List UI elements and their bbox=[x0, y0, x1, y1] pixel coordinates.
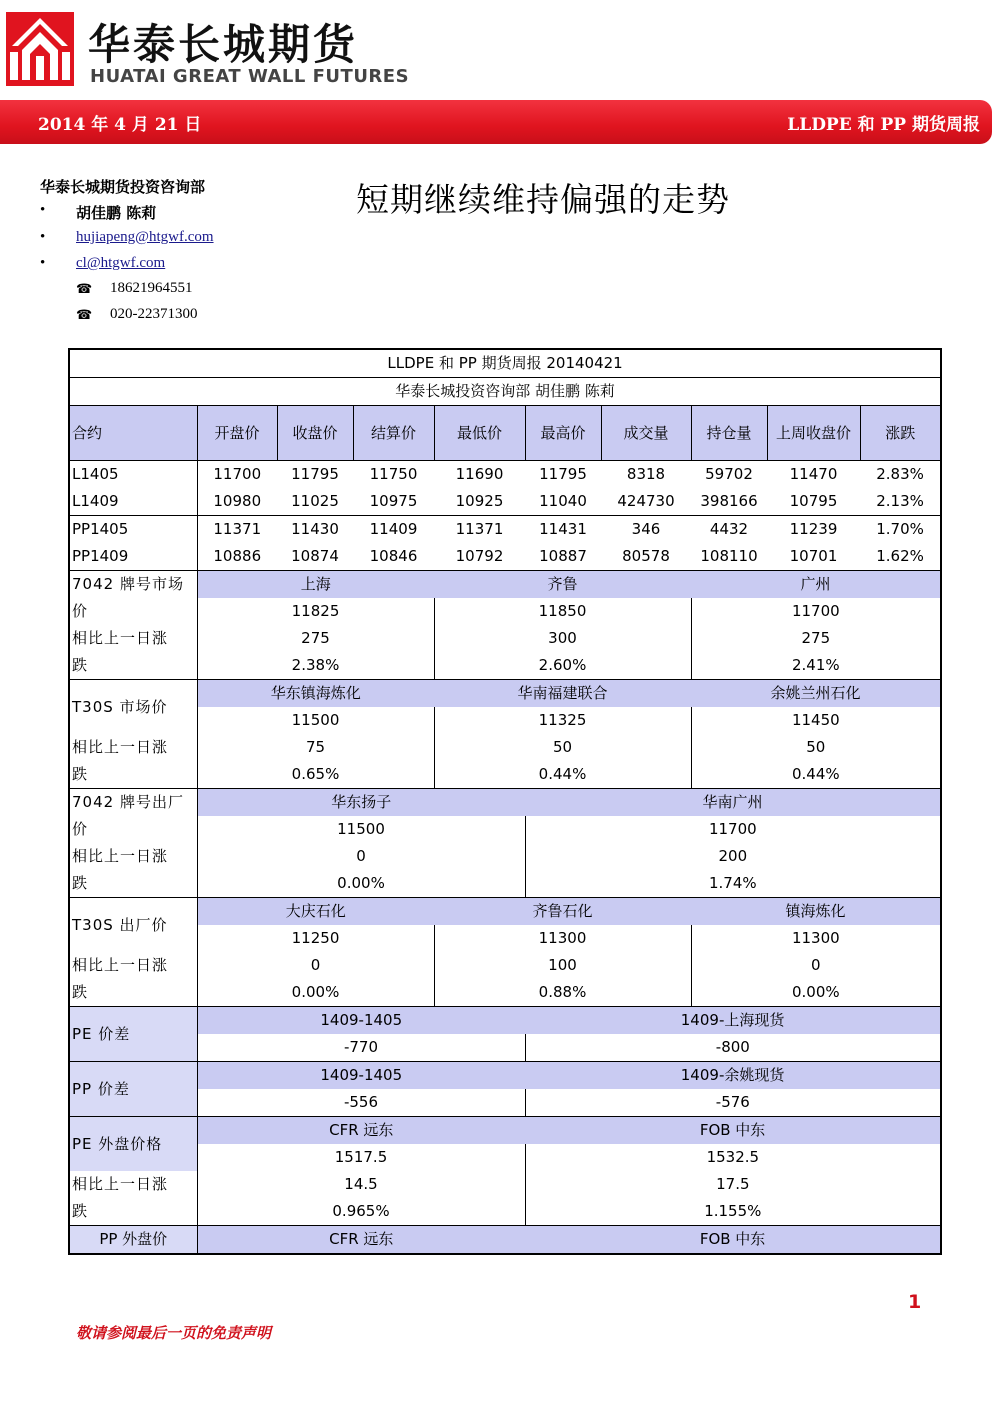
email-link-1[interactable]: hujiapeng@htgwf.com bbox=[76, 229, 214, 245]
price-value: 11250 bbox=[291, 929, 340, 947]
department-name: 华泰长城期货投资咨询部 bbox=[40, 178, 206, 196]
percent-value: 0.965% bbox=[197, 1198, 525, 1226]
page-number: 1 bbox=[908, 1291, 922, 1313]
table-row: PP1405 11371 11430 11409 11371 11431 346 4432 11239 1.70% bbox=[69, 516, 941, 544]
header-open: 开盘价 bbox=[197, 406, 277, 461]
change-value: 300 bbox=[434, 625, 691, 652]
table-row: PP1409 10886 10874 10846 10792 10887 80578 108110 10701 1.62% bbox=[69, 543, 941, 571]
column-header: 齐鲁 bbox=[434, 571, 691, 599]
column-header: CFR 远东 bbox=[197, 1117, 525, 1145]
column-header: 华东镇海炼化 bbox=[197, 680, 434, 708]
change-value: 0 bbox=[310, 956, 321, 974]
email-link-2[interactable]: cl@htgwf.com bbox=[76, 255, 166, 271]
phone-icon: ☎ bbox=[76, 307, 93, 322]
column-header: 余姚兰州石化 bbox=[691, 680, 941, 708]
column-header: 大庆石化 bbox=[197, 898, 434, 926]
header-low: 最低价 bbox=[434, 406, 525, 461]
header-change: 涨跌 bbox=[860, 406, 941, 461]
price-value: 11500 bbox=[291, 711, 340, 729]
percent-value: 2.38% bbox=[197, 652, 434, 680]
weekly-data-table: LLDPE 和 PP 期货周报 20140421 华泰长城投资咨询部 胡佳鹏 陈莉 合约 开盘价 收盘价 结算价 最低价 最高价 成交量 持仓量 上周收盘价 涨跌 L1405 11700 11795 11750 11690 11795 8318 59702 11470 2.83% L1409 10980 11025 10975 10925 11040 424730 398166 10795 2.13% PP1405 11371 11430 11409 11371 11431 346 4432 11239 1.70% PP1409 10886 10874 10846 10792 10887 80578 108110 10701 1.62% 7042 牌号市场 上海 齐鲁 广州 价 11825 11850 11700 相比上一日涨 275 300 275 跌 2.38% 2.60% 2.41% T30S 市场价 华东镇海炼化 华南福建联合 余姚兰州石化 11500 11325 11450 相比上一日涨 75 50 50 跌 0.65% 0.44% 0.44% 7042 牌号出厂 华东扬子 华南广州 价 11500 11700 相比上一日涨 0 200 跌 0.00% 1.74% T30S 出厂价 大庆石化 齐鲁石化 镇海炼化 11250 11300 11300 相比上一日涨 0 100 0 跌 0.00% 0.88% 0.00% PE 价差 1409-1405 1409-上海现货 -770 -800 PP 价差 1409-1405 1409-余姚现货 -556 -576 PE 外盘价格 CFR 远东 FOB 中东 1517.5 1532.5 相比上一日涨 14.5 17.5 跌 0.965% 1.155% PP 外盘价 CFR 远东 FOB 中东 bbox=[68, 348, 942, 1255]
header-contract: 合约 bbox=[69, 406, 197, 461]
column-header: 华东扬子 bbox=[197, 789, 525, 817]
percent-value: 0.00% bbox=[691, 979, 941, 1007]
price-value: 11850 bbox=[434, 598, 691, 625]
section-label: PE 外盘价格 bbox=[69, 1117, 197, 1172]
change-value: 0 bbox=[691, 952, 941, 979]
section-label: 7042 牌号市场 bbox=[69, 571, 197, 599]
company-logo bbox=[6, 12, 74, 86]
phone-icon: ☎ bbox=[76, 281, 93, 296]
price-value: 11700 bbox=[691, 598, 941, 625]
change-value: 50 bbox=[691, 734, 941, 761]
table-row: L1405 11700 11795 11750 11690 11795 8318 59702 11470 2.83% bbox=[69, 461, 941, 489]
table-title: LLDPE 和 PP 期货周报 20140421 bbox=[69, 349, 941, 378]
percent-value: 0.00% bbox=[197, 979, 434, 1007]
spread-value: -770 bbox=[197, 1034, 525, 1062]
change-value: 275 bbox=[691, 625, 941, 652]
column-header: 华南广州 bbox=[525, 789, 941, 817]
percent-value: 0.44% bbox=[691, 761, 941, 789]
change-value: 14.5 bbox=[344, 1175, 378, 1193]
phone-number-2: 020-22371300 bbox=[110, 306, 198, 322]
author-names: 胡佳鹏 陈莉 bbox=[76, 204, 157, 222]
price-value: 11300 bbox=[434, 925, 691, 952]
column-header: 齐鲁石化 bbox=[434, 898, 691, 926]
header-last-week-close: 上周收盘价 bbox=[767, 406, 860, 461]
price-value: 1517.5 bbox=[334, 1148, 388, 1166]
price-value: 1532.5 bbox=[525, 1144, 941, 1171]
percent-value: 2.41% bbox=[691, 652, 941, 680]
brand-name-en: HUATAI GREAT WALL FUTURES bbox=[90, 66, 410, 87]
price-value: 11825 bbox=[291, 602, 340, 620]
header-volume: 成交量 bbox=[601, 406, 691, 461]
column-header: 镇海炼化 bbox=[691, 898, 941, 926]
report-headline: 短期继续维持偏强的走势 bbox=[356, 180, 730, 219]
column-header: 广州 bbox=[691, 571, 941, 599]
spread-value: -556 bbox=[197, 1089, 525, 1117]
bullet-icon: • bbox=[40, 255, 46, 271]
report-series-title: LLDPE 和 PP 期货周报 bbox=[787, 115, 980, 135]
header-high: 最高价 bbox=[525, 406, 601, 461]
bullet-icon: • bbox=[40, 229, 46, 245]
percent-value: 2.60% bbox=[434, 652, 691, 680]
change-value: 200 bbox=[525, 843, 941, 870]
brand-name-cn: 华泰长城期货 bbox=[88, 20, 359, 69]
column-header: 华南福建联合 bbox=[434, 680, 691, 708]
header-open-interest: 持仓量 bbox=[691, 406, 767, 461]
column-header: 上海 bbox=[197, 571, 434, 599]
percent-value: 0.44% bbox=[434, 761, 691, 789]
percent-value: 0.00% bbox=[197, 870, 525, 898]
section-label: T30S 市场价 bbox=[69, 680, 197, 735]
header-banner bbox=[0, 100, 992, 144]
column-header: 1409-1405 bbox=[197, 1007, 525, 1035]
price-value: 11450 bbox=[691, 707, 941, 734]
column-header: 1409-上海现货 bbox=[525, 1007, 941, 1035]
spread-value: -576 bbox=[525, 1089, 941, 1117]
header-close: 收盘价 bbox=[277, 406, 353, 461]
section-label: T30S 出厂价 bbox=[69, 898, 197, 953]
price-value: 11300 bbox=[691, 925, 941, 952]
section-label: PP 外盘价 bbox=[69, 1226, 197, 1255]
column-header: 1409-余姚现货 bbox=[525, 1062, 941, 1090]
change-value: 50 bbox=[434, 734, 691, 761]
price-value: 11500 bbox=[337, 820, 385, 838]
bullet-icon: • bbox=[40, 202, 46, 218]
percent-value: 1.74% bbox=[525, 870, 941, 898]
header-settle: 结算价 bbox=[353, 406, 434, 461]
change-value: 275 bbox=[301, 629, 330, 647]
column-header: 1409-1405 bbox=[197, 1062, 525, 1090]
phone-number-1: 18621964551 bbox=[110, 280, 193, 296]
table-subtitle: 华泰长城投资咨询部 胡佳鹏 陈莉 bbox=[69, 378, 941, 406]
report-date: 2014 年 4 月 21 日 bbox=[38, 115, 202, 135]
change-value: 75 bbox=[305, 738, 326, 756]
column-header: FOB 中东 bbox=[525, 1226, 941, 1255]
change-value: 100 bbox=[434, 952, 691, 979]
change-value: 17.5 bbox=[525, 1171, 941, 1198]
disclaimer-note: 敬请参阅最后一页的免责声明 bbox=[76, 1324, 272, 1342]
percent-value: 0.65% bbox=[197, 761, 434, 789]
section-label: PE 价差 bbox=[69, 1007, 197, 1062]
section-label: 7042 牌号出厂 bbox=[69, 789, 197, 817]
section-label: PP 价差 bbox=[69, 1062, 197, 1117]
percent-value: 0.88% bbox=[434, 979, 691, 1007]
price-value: 11325 bbox=[434, 707, 691, 734]
table-row: L1409 10980 11025 10975 10925 11040 424730 398166 10795 2.13% bbox=[69, 488, 941, 516]
change-value: 0 bbox=[356, 847, 366, 865]
percent-value: 1.155% bbox=[525, 1198, 941, 1226]
price-value: 11700 bbox=[525, 816, 941, 843]
spread-value: -800 bbox=[525, 1034, 941, 1062]
column-header: CFR 远东 bbox=[197, 1226, 525, 1255]
column-header: FOB 中东 bbox=[525, 1117, 941, 1145]
